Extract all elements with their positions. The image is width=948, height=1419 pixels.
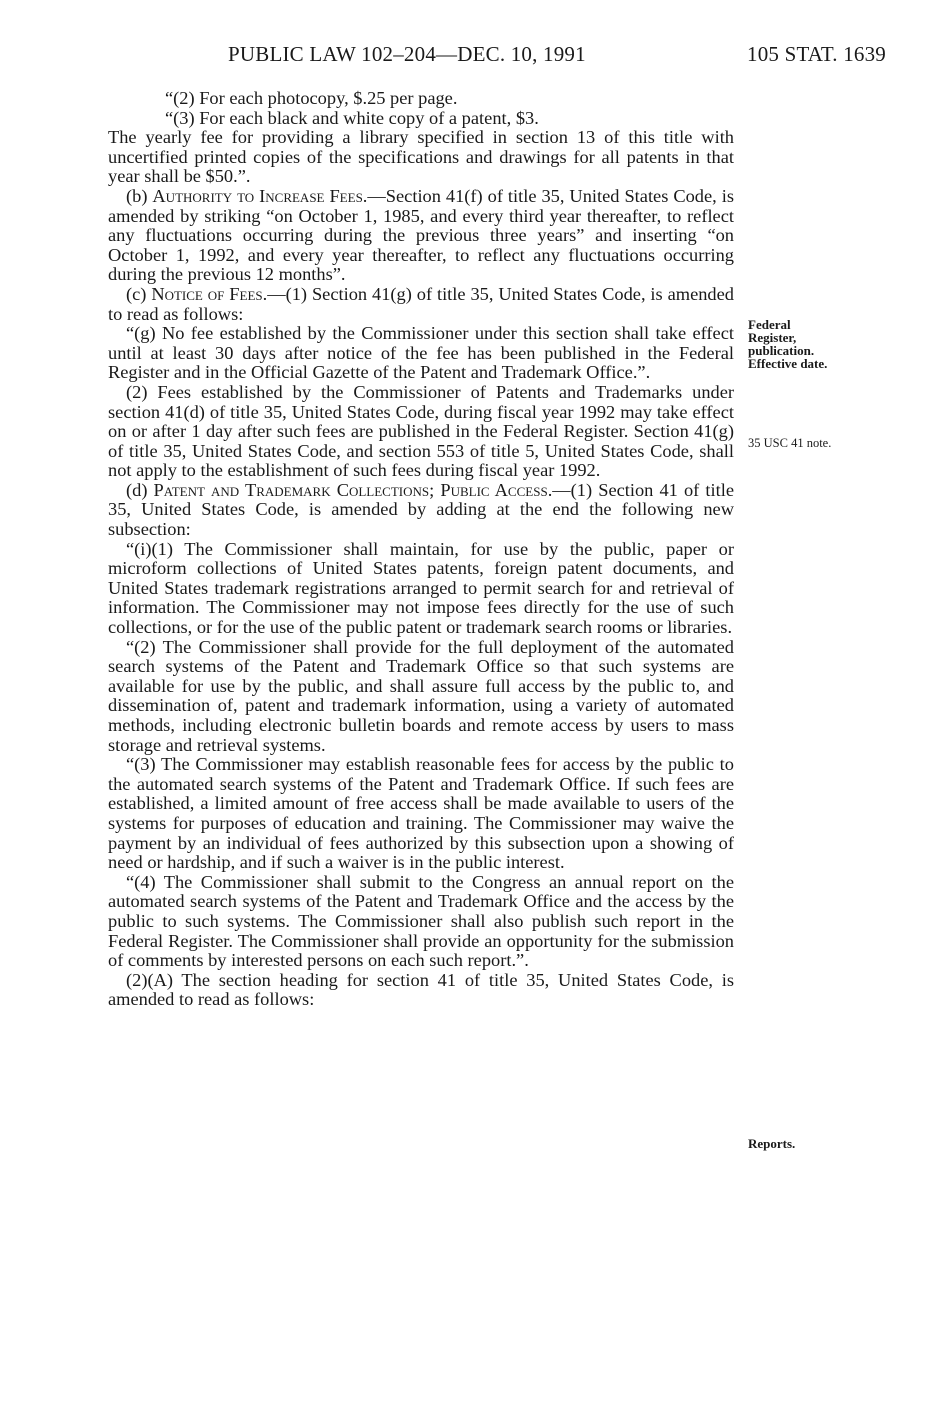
subsection-c-paragraph-2: (2) Fees established by the Commissioner of Patents and Trademarks under section 41(d) of title 35, United States Code, during fiscal year 1992 may take effect on or after 1 day after such fees are published in the Federal Register. Section 41(g) of title 35, United States Code, and section 553 of title 5, United States Code, shall not apply to the establishment of such fees during fiscal year 1992. bbox=[108, 381, 734, 481]
subsection-b bbox=[108, 187, 734, 285]
subsection-i-2: “(2) The Commissioner shall provide for the full deployment of the automated search systems of the Patent and Trademark Office so that such systems are available for use by the public, and shall assure full access by the public to, and dissemination of, patent and trademark information, using a variety of automated methods, including electronic bulletin boards and remote access by users to mass storage and retrieval systems. bbox=[108, 636, 734, 755]
margin-note-usc: 35 USC 41 note. bbox=[748, 436, 832, 450]
margin-note-line: Register, bbox=[748, 330, 797, 345]
page-header bbox=[0, 42, 948, 76]
subsection-d-label: (d) bbox=[126, 479, 154, 500]
subsection-d-separator: ; bbox=[429, 479, 441, 500]
statute-page-number: 105 STAT. 1639 bbox=[747, 42, 886, 66]
margin-note-line: publication. bbox=[748, 343, 815, 358]
subsection-d-heading-2: Public Access bbox=[440, 479, 548, 500]
margin-note-line: Federal bbox=[748, 317, 791, 332]
subsection-d-heading-1: Patent and Trademark Collections bbox=[153, 479, 430, 500]
law-text-column bbox=[108, 89, 734, 1010]
subsection-c-text: .—(1) Section 41(g) of title 35, United States Code, is amended to read as follows: bbox=[108, 283, 734, 324]
margin-note-reports: Reports. bbox=[748, 1136, 796, 1151]
margin-note-federal-register bbox=[748, 318, 827, 370]
subsection-b-heading: Authority to Increase Fees bbox=[152, 185, 363, 206]
paragraph-photocopy-fee: “(2) For each photocopy, $.25 per page. bbox=[165, 88, 458, 108]
subsection-d-paragraph-2a: (2)(A) The section heading for section 41 of title 35, United States Code, is amended to read as follows: bbox=[108, 969, 734, 1010]
subsection-d-text: .—(1) Section 41 of title 35, United States Code, is amended by adding at the end the following new subsection: bbox=[108, 479, 734, 540]
subsection-g-quoted: “(g) No fee established by the Commissioner under this section shall take effect until at least 30 days after notice of the fee has been published in the Federal Register and in the Official Gazette of the Patent and Trademark Office.”. bbox=[108, 323, 734, 383]
running-head-title: PUBLIC LAW 102–204—DEC. 10, 1991 bbox=[228, 42, 586, 66]
paragraph-patent-copy-fee: “(3) For each black and white copy of a patent, $3. bbox=[165, 107, 539, 128]
margin-note-line: Effective date. bbox=[748, 356, 828, 371]
subsection-c-heading: Notice of Fees bbox=[151, 283, 263, 304]
subsection-i-4: “(4) The Commissioner shall submit to the Congress an annual report on the automated search systems of the Patent and Trademark Office and the access by the public to such systems. The Commissioner shall also publish such report in the Federal Register. The Commissioner shall provide an opportunity for the submission of comments by interested persons on each such report.”. bbox=[108, 871, 734, 971]
subsection-d bbox=[108, 481, 734, 540]
subsection-c bbox=[108, 285, 734, 324]
paragraph-library-fee: The yearly fee for providing a library specified in section 13 of this title with uncertified printed copies of the specifications and drawings for all patents in that year shall be $50.”. bbox=[108, 127, 734, 187]
subsection-c-label: (c) bbox=[126, 283, 152, 304]
subsection-i-3: “(3) The Commissioner may establish reasonable fees for access by the public to the automated search systems of the Patent and Trademark Office. If such fees are established, a limited amount of free access shall be made available to users of the systems for purposes of education and training. The Commissioner may waive the payment by an individual of fees authorized by this subsection upon a showing of need or hardship, and if such a waiver is in the public interest. bbox=[108, 754, 734, 873]
subsection-b-text: .—Section 41(f) of title 35, United States Code, is amended by striking “on October 1, 1985, and every third year thereafter, to reflect any fluctuations occurring during the previous three years” and inserting “on October 1, 1992, and every year thereafter, to reflect any fluctuations occurring during the previous 12 months”. bbox=[108, 185, 734, 285]
subsection-b-label: (b) bbox=[126, 185, 153, 206]
subsection-i-1: “(i)(1) The Commissioner shall maintain, for use by the public, paper or microform collections of United States patents, foreign patent documents, and United States trademark registrations arranged to permit search for and retrieval of information. The Commissioner may not impose fees directly for the use of such collections, or for the use of the public patent or trademark search rooms or libraries. bbox=[108, 538, 734, 638]
